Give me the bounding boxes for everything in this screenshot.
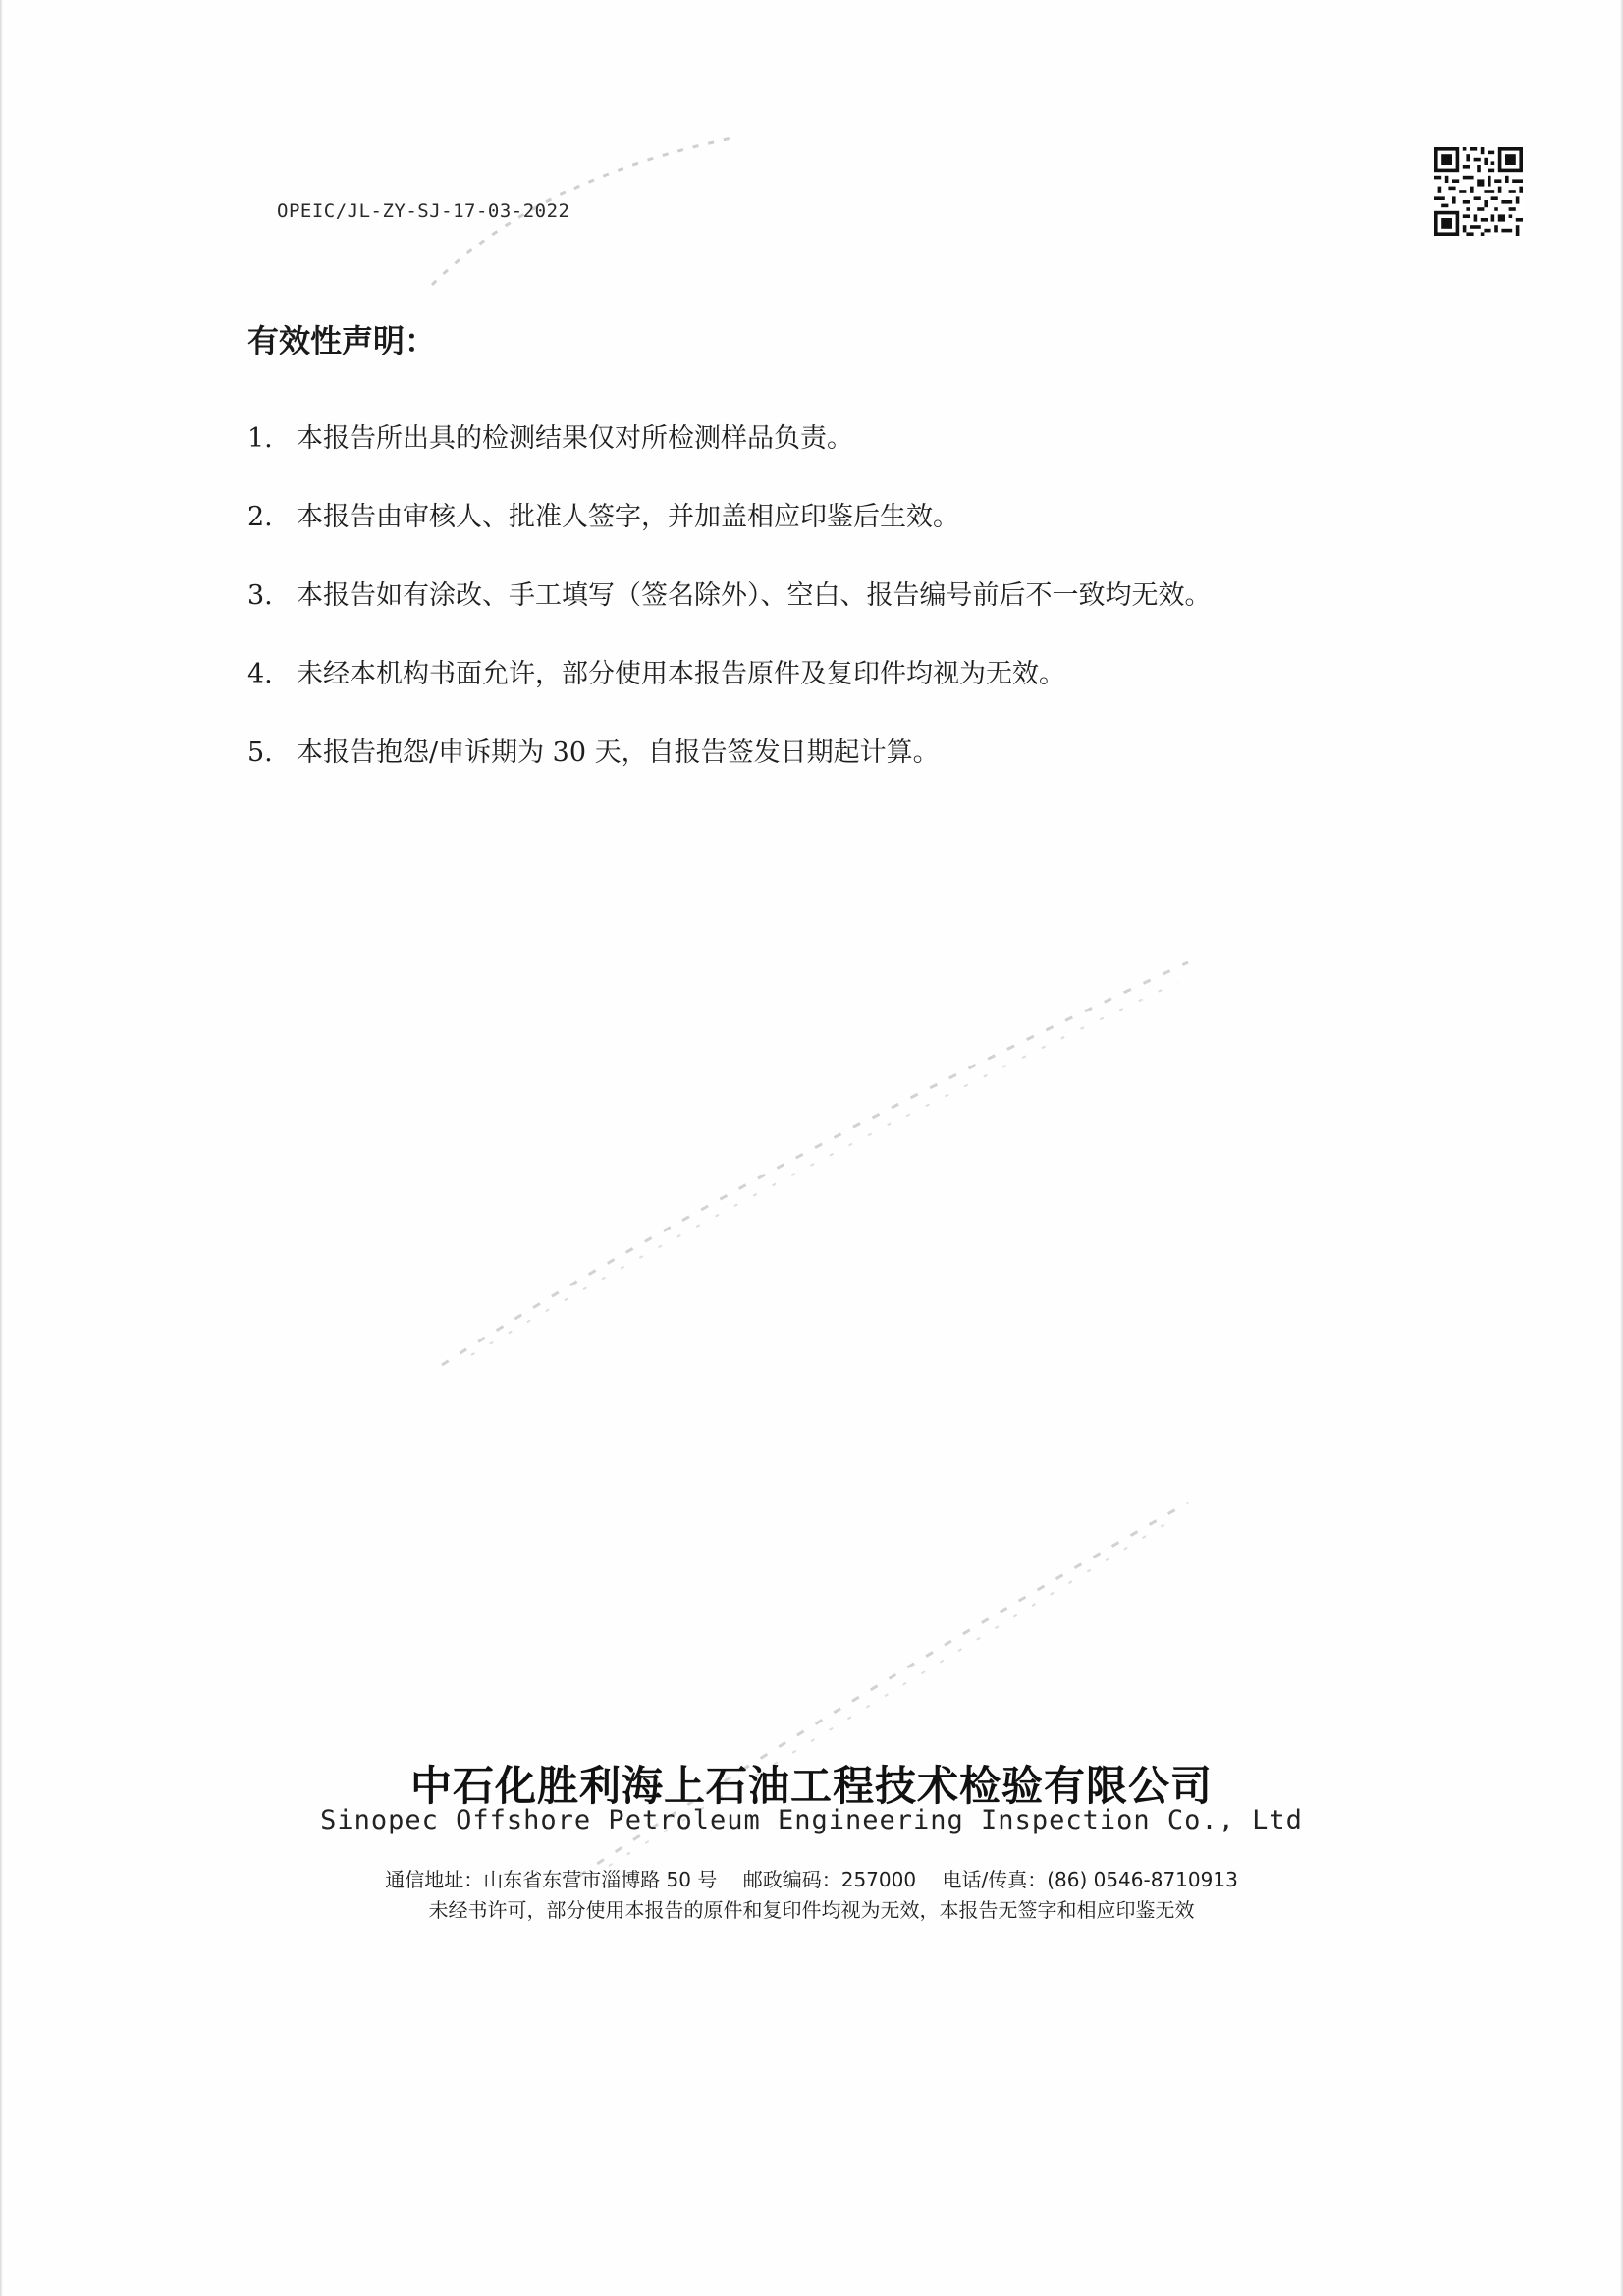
company-name-chinese: 中石化胜利海上石油工程技术检验有限公司: [409, 1762, 1213, 1810]
statement-text: 本报告所出具的检测结果仅对所检测样品负责。: [297, 423, 853, 454]
statement-number: 2.: [247, 502, 273, 532]
postcode-text: 邮政编码：257000: [742, 1868, 917, 1891]
qr-code-icon: [1434, 147, 1523, 236]
statement-text: 本报告抱怨/申诉期为 30 天，自报告签发日期起计算。: [297, 738, 940, 768]
company-name-english: Sinopec Offshore Petroleum Engineering Inspection Co., Ltd: [320, 1805, 1303, 1835]
statement-item: [247, 652, 1212, 731]
document-code: OPEIC/JL-ZY-SJ-17-03-2022: [277, 200, 570, 222]
usage-notice: 未经书许可，部分使用本报告的原件和复印件均视为无效，本报告无签字和相应印鉴无效: [428, 1898, 1195, 1922]
statement-number: 3.: [247, 580, 273, 611]
statement-list: [247, 416, 1212, 809]
statement-number: 1.: [247, 423, 273, 454]
validity-statement-title: 有效性声明：: [247, 322, 437, 359]
phone-fax-text: 电话/传真：(86) 0546-8710913: [942, 1868, 1238, 1891]
statement-number: 4.: [247, 659, 273, 689]
statement-text: 未经本机构书面允许，部分使用本报告原件及复印件均视为无效。: [297, 659, 1065, 689]
contact-info-line: [0, 1864, 1623, 1892]
statement-item: [247, 731, 1212, 809]
scan-edge-left: [0, 0, 3, 2296]
statement-item: [247, 495, 1212, 574]
statement-text: 本报告如有涂改、手工填写（签名除外）、空白、报告编号前后不一致均无效。: [297, 580, 1212, 611]
faint-seal-middle: [432, 943, 1198, 1375]
address-text: 通信地址：山东省东营市淄博路 50 号: [385, 1868, 718, 1891]
statement-item: [247, 416, 1212, 495]
statement-number: 5.: [247, 738, 273, 768]
statement-item: [247, 574, 1212, 652]
statement-text: 本报告由审核人、批准人签字，并加盖相应印鉴后生效。: [297, 502, 959, 532]
